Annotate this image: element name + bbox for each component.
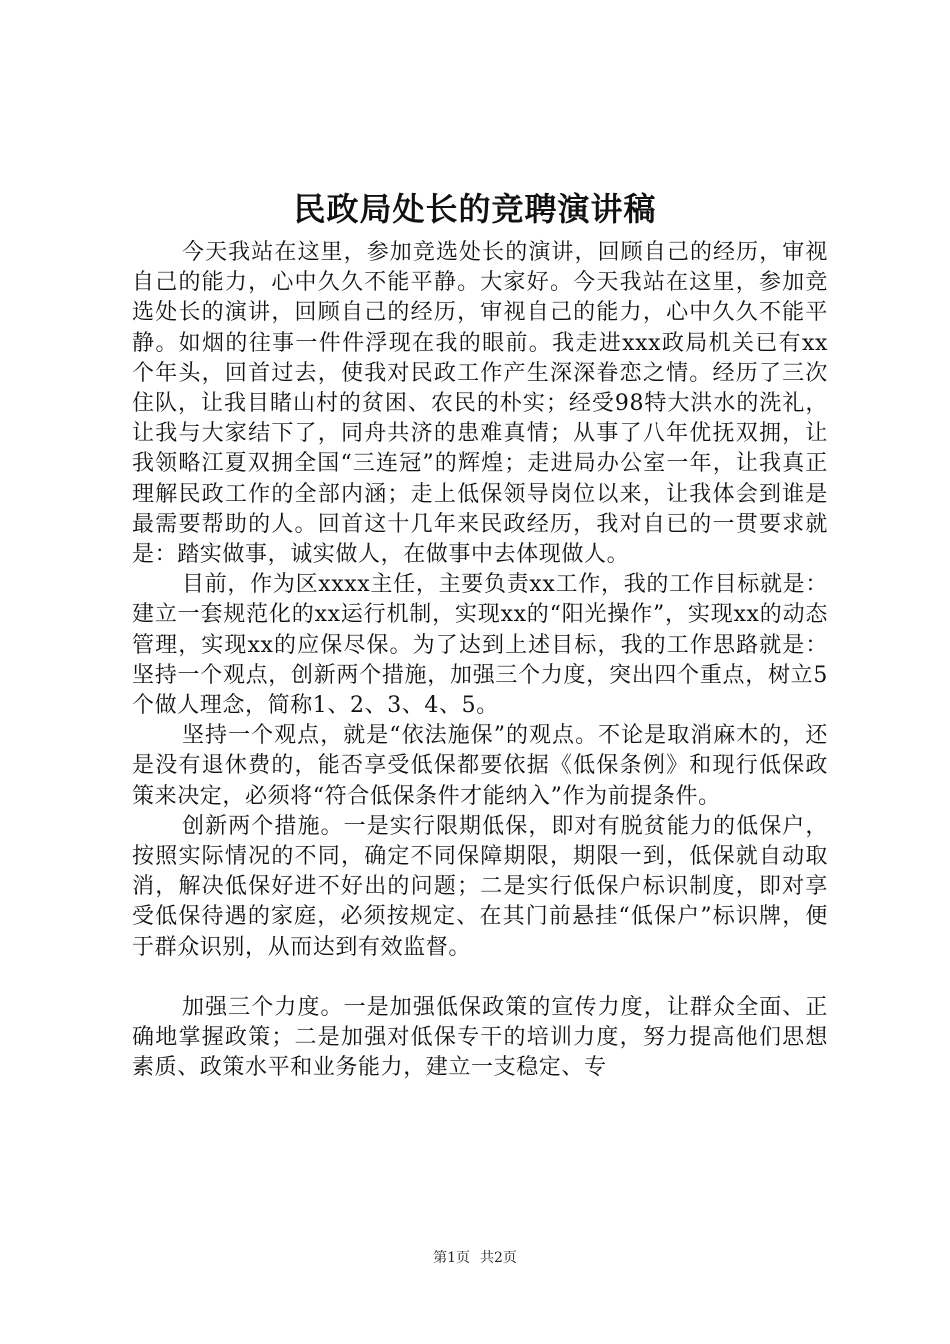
paragraph-two-measures: 创新两个措施。一是实行限期低保，即对有脱贫能力的低保户，按照实际情况的不同，确定不同保障期限，期限一到，低保就自动取消，解决低保好进不好出的问题；二是实行低保户标识制度，即对享受低保待遇的家庭，必须按规定、在其门前悬挂“低保户”标识牌，便于群众识别，从而达到有效监督。 xyxy=(132,813,828,960)
paragraph-three-efforts: 加强三个力度。一是加强低保政策的宣传力度，让群众全面、正确地掌握政策；二是加强对低保专干的培训力度，努力提高他们思想素质、政策水平和业务能力，建立一支稳定、专 xyxy=(132,994,828,1081)
paragraph-intro: 今天我站在这里，参加竞选处长的演讲，回顾自己的经历，审视自己的能力，心中久久不能平静。大家好。今天我站在这里，参加竞选处长的演讲，回顾自己的经历，审视自己的能力，心中久久不能平静。如烟的往事一件件浮现在我的眼前。我走进xxx政局机关已有xx个年头，回首过去，使我对民政工作产生深深眷恋之情。经历了三次住队，让我目睹山村的贫困、农民的朴实；经受98特大洪水的洗礼，让我与大家结下了，同舟共济的患难真情；从事了八年优抚双拥，让我领略江夏双拥全国“三连冠”的辉煌；走进局办公室一年，让我真正理解民政工作的全部内涵；走上低保领导岗位以来，让我体会到谁是最需要帮助的人。回首这十几年来民政经历，我对自已的一贯要求就是：踏实做事，诚实做人，在做事中去体现做人。 xyxy=(132,240,828,568)
page-footer xyxy=(0,1247,950,1267)
paragraph-one-viewpoint: 坚持一个观点，就是“依法施保”的观点。不论是取消麻木的，还是没有退休费的，能否享受低保都要依据《低保条例》和现行低保政策来决定，必须将“符合低保条件才能纳入”作为前提条件。 xyxy=(132,723,828,809)
paragraph-goals: 目前，作为区xxxx主任，主要负责xx工作，我的工作目标就是：建立一套规范化的xx运行机制，实现xx的“阳光操作”，实现xx的动态管理，实现xx的应保尽保。为了达到上述目标，我的工作思路就是：坚持一个观点，创新两个措施，加强三个力度，突出四个重点，树立5个做人理念，简称1、2、3、4、5。 xyxy=(132,572,828,719)
page-number: 第1页 xyxy=(433,1250,470,1266)
page-total: 共2页 xyxy=(480,1250,517,1266)
document-body xyxy=(132,238,828,1083)
document-title: 民政局处长的竞聘演讲稿 xyxy=(293,190,657,228)
